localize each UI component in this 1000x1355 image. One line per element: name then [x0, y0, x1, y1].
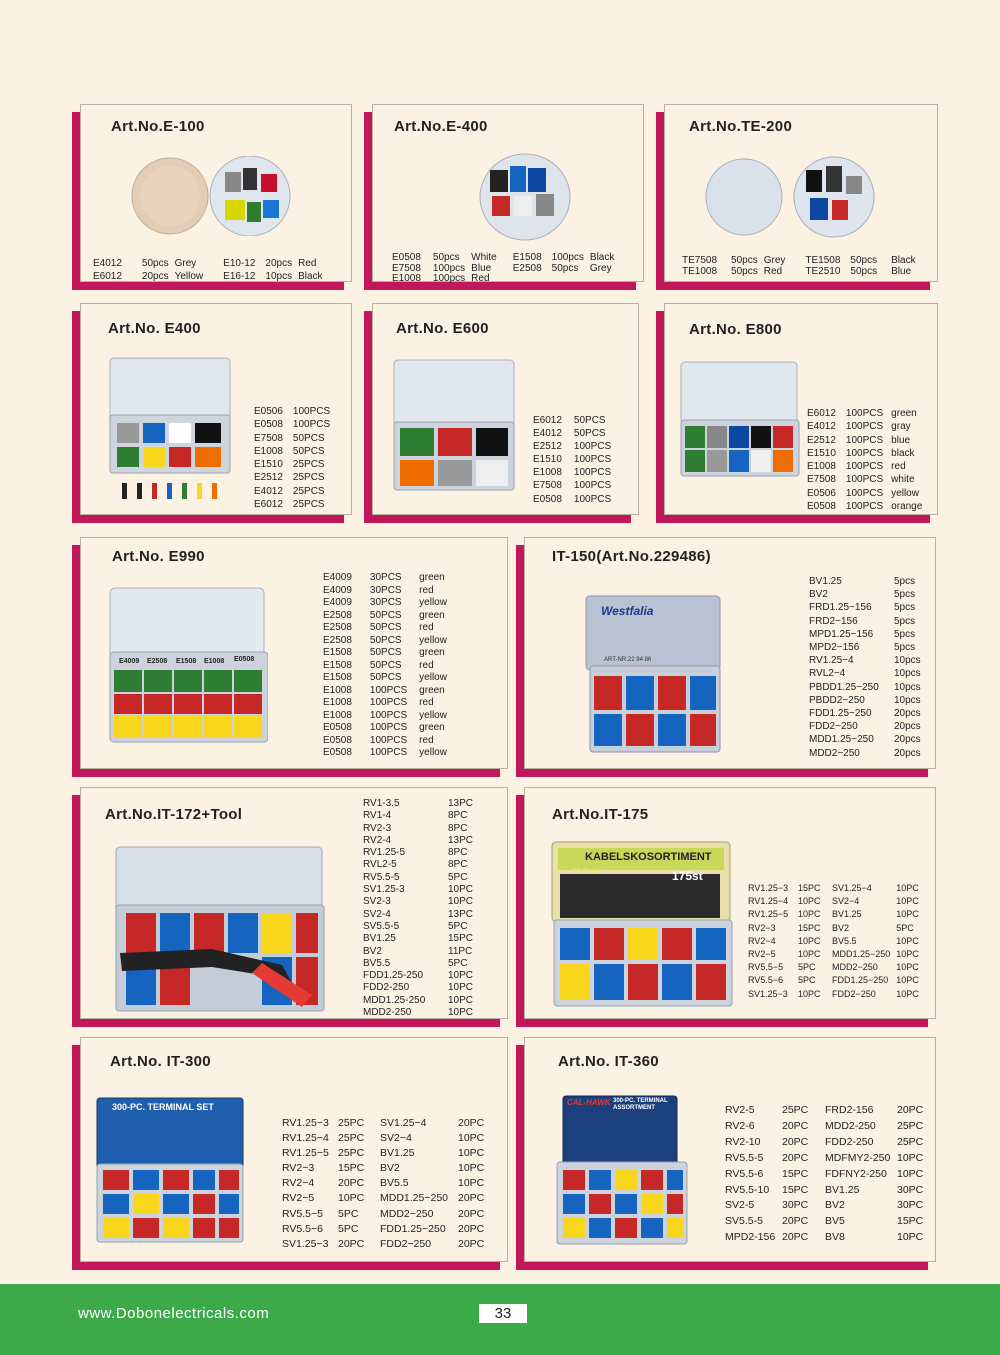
product-photo-it175: [550, 840, 734, 1008]
table-row: RV2-5 25PC FRD2-156 20PC: [725, 1104, 924, 1116]
card-title: Art.No.TE-200: [689, 118, 793, 135]
table-row: RV2-10 20PC FDD2-250 25PC: [725, 1135, 924, 1148]
card-title: Art.No. E990: [112, 548, 205, 565]
photo-sub: 18 Delar: [572, 867, 604, 876]
table-row: E0508 100PCS yellow: [323, 747, 447, 758]
table-row: E4012 50pcs Grey E10-12 20pcs Red: [93, 258, 317, 269]
product-photo-e400-box: [107, 355, 247, 505]
product-photo-it300: [95, 1096, 245, 1244]
table-row: RV1.25−5 10PC BV1.25 10PC: [748, 909, 919, 920]
card-title: IT-150(Art.No.229486): [552, 548, 711, 565]
table-row: E6012 20pcs Yellow E16-12 10pcs Black: [93, 270, 323, 282]
product-photo-e990: [108, 586, 268, 744]
photo-artnr: ART-NR.22 94 86: [604, 657, 652, 663]
table-row: BV5.5 5PC: [363, 957, 468, 969]
table-row: RV2-6 20PC MDD2-250 25PC: [725, 1119, 924, 1132]
table-row: RV5.5−6 5PC FDD1.25−250 10PC: [748, 975, 919, 986]
table-row: TE1008 50pcs Red TE2510 50pcs Blue: [682, 265, 912, 277]
table-row: MPD2−156 5pcs: [809, 642, 916, 654]
card-title: Art.No.E-100: [111, 118, 205, 135]
table-row: E1008 100PCS: [533, 467, 612, 479]
table-row: RV5.5−5 5PC MDD2−250 10PC: [748, 962, 919, 973]
table-row: E4009 30PCS yellow: [323, 597, 447, 608]
table-row: RV2-4 13PC: [363, 834, 474, 846]
photo-brand: Westfalia: [601, 604, 654, 618]
table-row: BV2 5pcs: [809, 589, 916, 601]
card-title: Art.No. E600: [396, 320, 489, 337]
table-row: E1510 100PCS: [533, 454, 612, 466]
table-row: E7508 100PCS: [533, 480, 612, 492]
photo-label: E2508: [147, 658, 168, 665]
table-row: MPD1.25−156 5pcs: [809, 628, 916, 640]
table-row: E0508 100PCS orange: [807, 501, 923, 513]
table-row: E1508 50PCS green: [323, 647, 445, 658]
table-row: RV5.5−6 5PC FDD1.25−250 20PC: [282, 1222, 485, 1235]
table-row: RV5.5-6 15PC FDFNY2-250 10PC: [725, 1167, 924, 1180]
table-row: E0508 100PCS: [533, 493, 612, 505]
table-row: RV1.25−4 25PC SV2−4 10PC: [282, 1132, 485, 1145]
spec-table-it172: [363, 798, 479, 1019]
table-row: RV2−5 10PC MDD1.25−250 10PC: [748, 949, 919, 960]
table-row: RVL2−4 10pcs: [809, 668, 921, 680]
photo-head: 300-PC. TERMINAL SET: [112, 1102, 214, 1112]
photo-count: 175st: [672, 869, 703, 883]
table-row: E7508 100pcs Blue E2508 50pcs Grey: [392, 262, 612, 274]
table-row: FRD2−156 5pcs: [809, 615, 916, 627]
photo-label: E0508: [234, 656, 255, 663]
table-row: RV2−3 15PC BV2 5PC: [748, 922, 914, 933]
table-row: MPD2-156 20PC BV8 10PC: [725, 1231, 924, 1244]
table-row: E0506 100PCS yellow: [807, 487, 919, 499]
table-row: SV2-3 10PC: [363, 896, 474, 908]
spec-table-e990: [323, 572, 453, 760]
table-row: RV1.25−4 10PC SV2−4 10PC: [748, 896, 919, 907]
table-row: E1008 100pcs Red: [392, 273, 490, 284]
product-photo-it360: [555, 1094, 689, 1246]
table-row: E1008 50PCS: [254, 445, 325, 457]
table-row: SV5.5-5 20PC BV5 15PC: [725, 1215, 924, 1228]
product-photo-it150: [584, 594, 724, 754]
spec-table-e600: [533, 414, 617, 506]
table-row: E2512 100PCS blue: [807, 434, 911, 446]
table-row: E4009 30PCS green: [323, 572, 445, 583]
spec-table-e400r: [392, 253, 620, 285]
table-row: E4012 25PCS: [254, 485, 325, 497]
table-row: RV1.25−4 10pcs: [809, 655, 921, 667]
photo-label: E1508: [176, 658, 197, 665]
table-row: RV2−4 20PC BV5.5 10PC: [282, 1177, 485, 1190]
table-row: E2512 25PCS: [254, 472, 325, 484]
table-row: RV5.5−5 5PC MDD2−250 20PC: [282, 1207, 485, 1220]
spec-table-e400: [254, 405, 336, 511]
table-row: PBDD2−250 10pcs: [809, 694, 921, 706]
spec-table-te200: [682, 256, 922, 277]
product-photo-e100: [125, 156, 295, 236]
table-row: FRD1.25−156 5pcs: [809, 602, 916, 614]
spec-table-e800: [807, 407, 928, 513]
product-photo-e600: [392, 358, 520, 494]
table-row: E6012 50PCS: [533, 415, 606, 426]
table-row: SV2-5 30PC BV2 30PC: [725, 1199, 924, 1212]
table-row: RV5.5-10 15PC BV1.25 30PC: [725, 1183, 924, 1196]
table-row: MDD2−250 20pcs: [809, 747, 921, 759]
table-row: E0508 100PCS: [254, 419, 331, 431]
photo-brand: CAL-HAWK: [567, 1098, 611, 1107]
product-photo-e400: [478, 152, 572, 242]
card-title: Art.No.IT-172+Tool: [105, 806, 243, 823]
table-row: RV1.25−5 25PC BV1.25 10PC: [282, 1147, 485, 1160]
table-row: FDD2−250 20pcs: [809, 721, 921, 733]
table-row: E0508 100PCS red: [323, 734, 434, 746]
table-row: FDD2-250 10PC: [363, 982, 474, 994]
table-row: SV1.25−3 10PC FDD2−250 10PC: [748, 988, 919, 999]
page-number: 33: [479, 1304, 527, 1323]
card-title: Art.No. IT-360: [558, 1053, 659, 1070]
table-row: SV2-4 13PC: [363, 908, 474, 920]
product-photo-it172: [112, 845, 326, 1015]
table-row: BV1.25 15PC: [363, 933, 474, 945]
table-row: BV2 11PC: [363, 945, 473, 957]
table-row: SV5.5-5 5PC: [363, 920, 468, 932]
photo-label: E1008: [204, 658, 225, 665]
card-title: Art.No. IT-300: [110, 1053, 211, 1070]
table-row: RV2-3 8PC: [363, 822, 468, 834]
table-row: TE7508 50pcs Grey TE1508 50pcs Black: [682, 255, 916, 266]
table-row: PBDD1.25−250 10pcs: [809, 681, 921, 693]
spec-table-it300: [282, 1116, 490, 1252]
table-row: E1008 100PCS green: [323, 684, 445, 696]
table-row: BV1.25 5pcs: [809, 576, 916, 587]
table-row: FDD1.25−250 20pcs: [809, 708, 921, 720]
footer-website-link[interactable]: www.Dobonelectricals.com: [78, 1305, 270, 1322]
table-row: MDD2-250 10PC: [363, 1007, 474, 1019]
card-title: Art.No. E800: [689, 321, 782, 338]
table-row: RVL2-5 8PC: [363, 859, 468, 871]
table-row: E4009 30PCS red: [323, 584, 434, 596]
table-row: MDD1.25−250 20pcs: [809, 734, 921, 746]
table-row: E1510 25PCS: [254, 459, 325, 471]
photo-head: 300-PC. TERMINAL ASSORTMENT: [613, 1098, 668, 1111]
table-row: E0508 100PCS green: [323, 722, 445, 733]
table-row: RV1-3.5 13PC: [363, 798, 474, 809]
spec-table-it360: [725, 1103, 929, 1246]
table-row: FDD1.25-250 10PC: [363, 970, 474, 982]
table-row: E1008 100PCS red: [807, 461, 906, 473]
table-row: RV1-4 8PC: [363, 810, 468, 822]
table-row: E2512 100PCS: [533, 441, 612, 453]
table-row: RV2−4 10PC BV5.5 10PC: [748, 935, 919, 946]
card-title: Art.No.E-400: [394, 118, 488, 135]
table-row: RV5.5-5 20PC MDFMY2-250 10PC: [725, 1151, 924, 1164]
spec-table-it175: [748, 882, 925, 1001]
table-row: E2508 50PCS yellow: [323, 634, 447, 646]
photo-head: KABELSKOSORTIMENT: [585, 851, 712, 863]
spec-table-e100: [93, 258, 329, 284]
table-row: RV1.25−3 15PC SV1.25−4 10PC: [748, 883, 919, 893]
table-row: E0508 50pcs White E1508 100pcs Black: [392, 252, 615, 263]
table-row: SV1.25−3 20PC FDD2−250 20PC: [282, 1237, 485, 1250]
product-photo-e800: [679, 360, 804, 480]
product-photo-te200: [702, 156, 878, 238]
table-row: RV2−5 10PC MDD1.25−250 20PC: [282, 1192, 485, 1205]
table-row: E0506 100PCS: [254, 406, 331, 417]
table-row: E7508 50PCS: [254, 432, 325, 444]
table-row: E1008 100PCS yellow: [323, 709, 447, 721]
table-row: E2508 50PCS green: [323, 609, 445, 621]
table-row: RV1.25−3 25PC SV1.25−4 20PC: [282, 1117, 485, 1129]
table-row: E2508 50PCS red: [323, 622, 434, 633]
table-row: RV1.25-5 8PC: [363, 847, 468, 859]
table-row: E7508 100PCS white: [807, 474, 915, 486]
card-title: Art.No. E400: [108, 320, 201, 337]
table-row: RV2−3 15PC BV2 10PC: [282, 1162, 485, 1175]
table-row: E1008 100PCS red: [323, 697, 434, 708]
table-row: E1508 50PCS yellow: [323, 672, 447, 683]
card-title: Art.No.IT-175: [552, 806, 649, 823]
table-row: MDD1.25-250 10PC: [363, 994, 474, 1006]
photo-label: E4009: [119, 658, 140, 665]
table-row: E6012 100PCS green: [807, 408, 917, 419]
table-row: E1508 50PCS red: [323, 659, 434, 671]
table-row: E6012 25PCS: [254, 499, 325, 511]
table-row: E4012 100PCS gray: [807, 421, 911, 433]
table-row: E4012 50PCS: [533, 428, 606, 440]
table-row: E1510 100PCS black: [807, 447, 915, 459]
spec-table-it150: [809, 575, 927, 760]
table-row: RV5.5-5 5PC: [363, 871, 468, 883]
table-row: SV1.25-3 10PC: [363, 884, 474, 896]
